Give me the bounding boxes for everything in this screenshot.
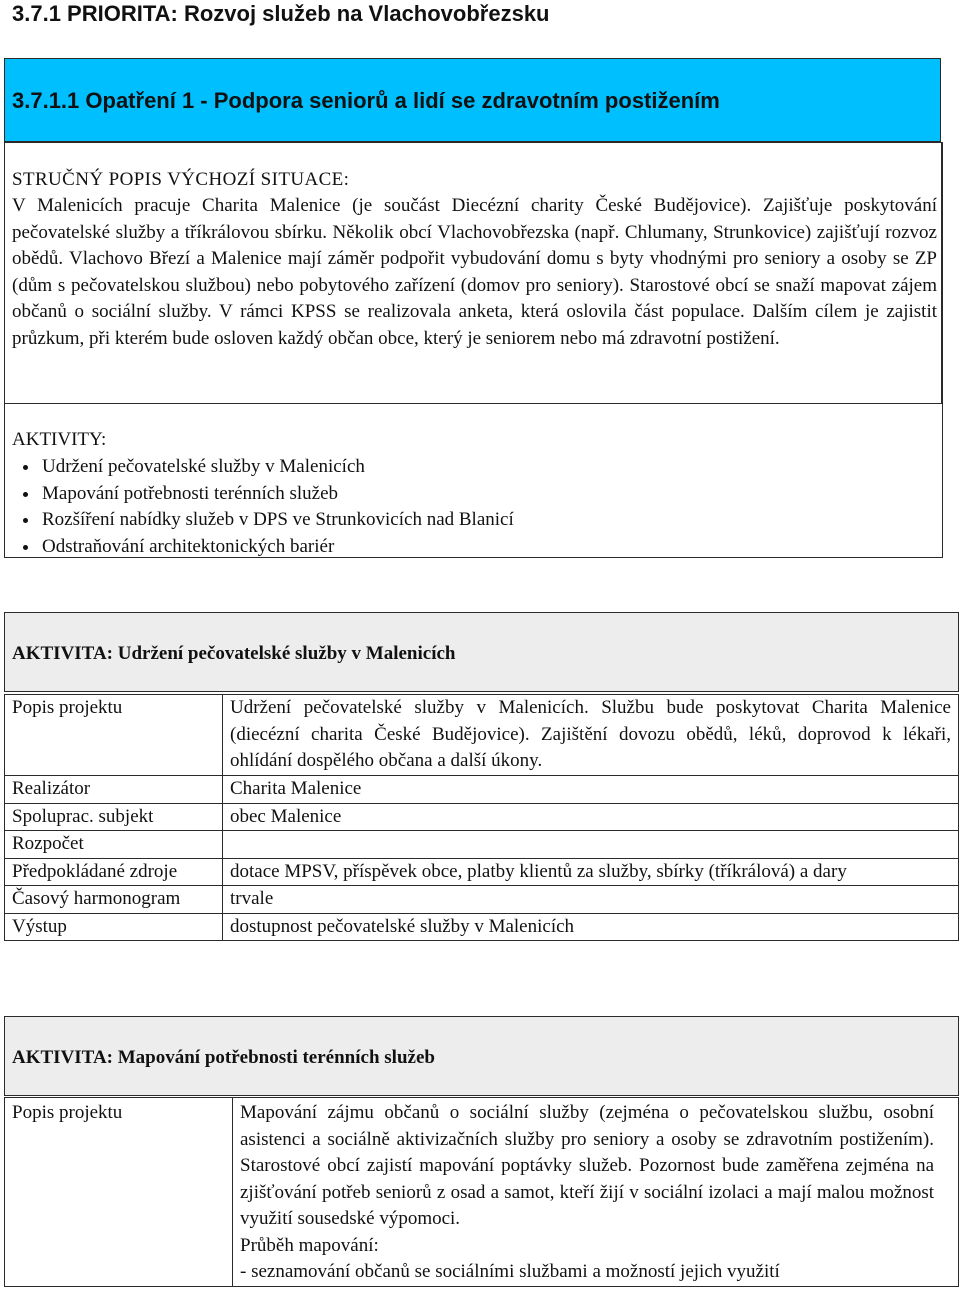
activities-label: AKTIVITY:: [12, 429, 107, 450]
measure-title: 3.7.1.1 Opatření 1 - Podpora seniorů a lidí se zdravotním postižením: [12, 88, 720, 113]
activity2-table: [4, 1097, 959, 1287]
row-label: Výstup: [5, 913, 223, 941]
row-label: Časový harmonogram: [5, 886, 223, 914]
row-value: dotace MPSV, příspěvek obce, platby klientů za služby, sbírky (tříkrálová) a dary: [223, 858, 959, 886]
table-row: [5, 803, 959, 831]
row-value: [233, 1098, 959, 1287]
row-label: Předpokládané zdroje: [5, 858, 223, 886]
list-item: Mapování potřebnosti terénních služeb: [12, 481, 514, 508]
list-item: Odstraňování architektonických bariér: [12, 534, 514, 561]
activity2-text: Mapování zájmu občanů o sociální služby (zejména o pečovatelskou službu, osobní asistenci a sociálně aktivizačních služby pro seniory a osoby se zdravotním postižením). Starostové obcí zajistí mapování poptávky služeb. Pozornost bude zaměřena zejména na zjišťování potřeb seniorů z osad a samot, kteří žijí v sociální izolaci a mají malou možnost využití sousedské výpomoci.: [240, 1102, 934, 1229]
table-row: [5, 886, 959, 914]
table-row: [5, 776, 959, 804]
table-row: [5, 858, 959, 886]
row-value: [223, 831, 959, 859]
activity1-header: [4, 612, 959, 692]
table-row: [5, 913, 959, 941]
row-label: Realizátor: [5, 776, 223, 804]
list-item: Rozšíření nabídky služeb v DPS ve Strunkovicích nad Blanicí: [12, 507, 514, 534]
table-row: [5, 831, 959, 859]
row-label: Popis projektu: [5, 695, 223, 776]
situation-text: V Malenicích pracuje Charita Malenice (je součást Diecézní charity České Budějovice). Zajišťuje poskytování pečovatelské služby a tříkrálovou sbírku. Několik obcí Vlachovobřezska (např. Chlumany, Strunkovice) zajišťují rozvoz obědů. Vlachovo Březí a Malenice mají záměr podpořit vybudování domu s byty vhodnými pro seniory a osoby se ZP (dům s pečovatelskou službou) nebo pobytového zařízení (domov pro seniory). Starostové obcí se snaží mapovat zájem občanů o sociální služby. V rámci KPSS se realizovala anketa, která oslovila část populace. Dalším cílem je zajistit průzkum, při kterém bude osloven každý občan obce, který je seniorem nebo má zdravotní postižení.: [12, 195, 937, 349]
activity2-sub-item: - seznamování občanů se sociálními službami a možností jejich využití: [240, 1261, 780, 1282]
activity2-title: AKTIVITA: Mapování potřebnosti terénních služeb: [12, 1047, 435, 1068]
activity1-title: AKTIVITA: Udržení pečovatelské služby v Malenicích: [12, 643, 456, 664]
row-value: obec Malenice: [223, 803, 959, 831]
row-label: Spoluprac. subjekt: [5, 803, 223, 831]
activity2-header: [4, 1016, 959, 1096]
list-item: Udržení pečovatelské služby v Malenicích: [12, 454, 514, 481]
row-value: trvale: [223, 886, 959, 914]
row-label: Rozpočet: [5, 831, 223, 859]
table-row: [5, 695, 959, 776]
row-value: Charita Malenice: [223, 776, 959, 804]
row-value: dostupnost pečovatelské služby v Malenicích: [223, 913, 959, 941]
table-row: [5, 1098, 959, 1287]
situation-box: [4, 142, 943, 558]
row-value: Udržení pečovatelské služby v Malenicích. Službu bude poskytovat Charita Malenice (diecézní charita České Budějovice). Zajištění dovozu obědů, léků, doprovod k lékaři, ohlídání dospělého občana a další úkony.: [223, 695, 959, 776]
activity2-sub-label: Průběh mapování:: [240, 1234, 379, 1256]
activity1-table: [4, 694, 959, 941]
row-label: Popis projektu: [5, 1098, 233, 1287]
page-heading: 3.7.1 PRIORITA: Rozvoj služeb na Vlachovobřezsku: [12, 1, 550, 26]
situation-label: STRUČNÝ POPIS VÝCHOZÍ SITUACE:: [12, 169, 350, 190]
activities-list: [12, 454, 514, 560]
measure-header: [4, 58, 941, 142]
